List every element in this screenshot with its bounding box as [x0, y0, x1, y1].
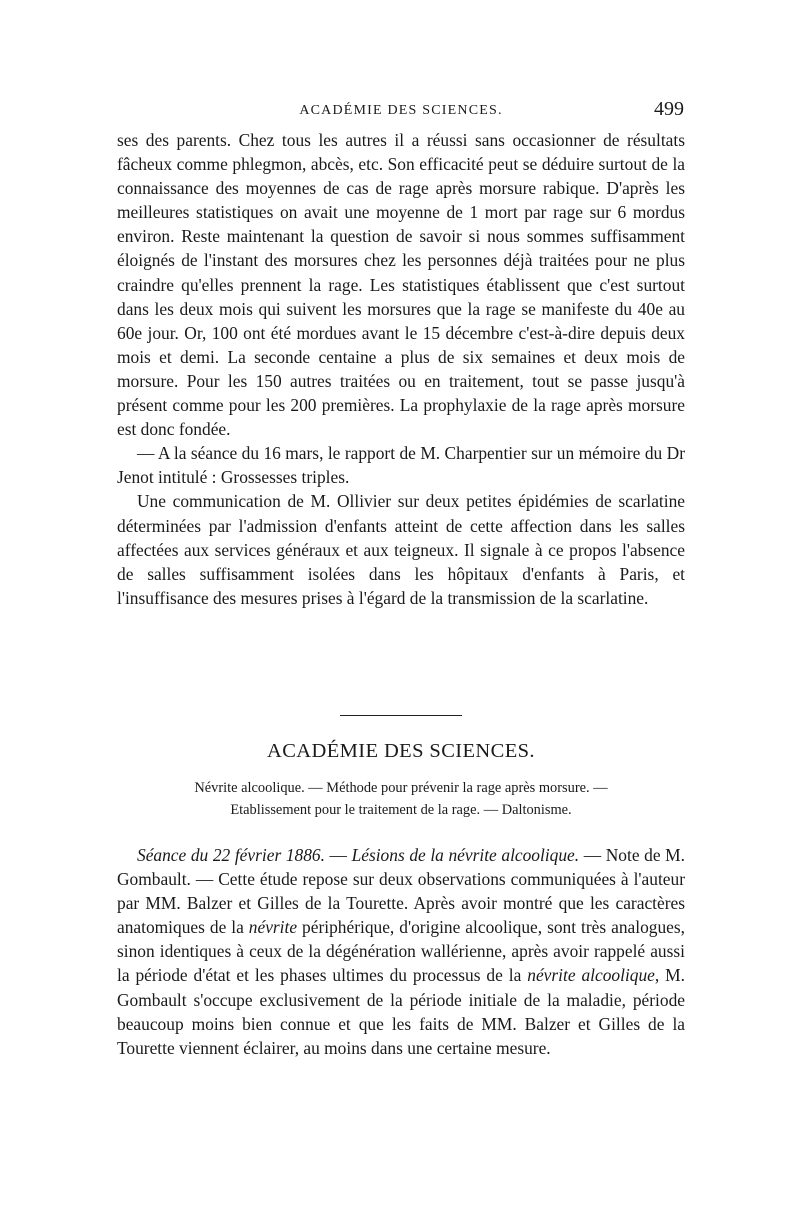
- seance-date-label: Séance du 22 février 1886.: [137, 845, 325, 865]
- paragraph-continuation: ses des parents. Chez tous les autres il a réussi sans occasionner de résultats fâcheux comme phlegmon, abcès, etc. Son efficacité peut se déduire surtout de la connaissance des moyennes de cas de rage après morsure rabique. D'après les meilleures statistiques on avait une moyenne de 1 mort par rage sur 6 mordus environ. Reste maintenant la question de savoir si nous sommes suffisamment éloignés de l'instant des morsures chez les personnes déjà traitées pour ne plus craindre qu'elles prennent la rage. Les statistiques établissent que c'est surtout dans les deux mois qui suivent les morsures que la rage se manifeste du 40e au 60e jour. Or, 100 ont été mordues avant le 15 décembre c'est-à-dire depuis deux mois et demi. La seconde centaine a plus de six semaines et deux mois de morsure. Pour les 150 autres traitées ou en traitement, tout se passe jusqu'à présent comme pour les 200 premières. La prophylaxie de la rage après morsure est donc fondée.: [117, 130, 685, 440]
- section-divider-rule: [340, 715, 462, 716]
- note-text-end: , M. Gombault s'occupe exclusivement de la période initiale de la maladie, période beaucoup moins bien connue et que les faits de MM. Balzer et Gilles de la Tourette viennent éclairer, au moins dans une certaine mesure.: [117, 965, 685, 1058]
- paragraph-charpentier-report: — A la séance du 16 mars, le rapport de M. Charpentier sur un mémoire du Dr Jenot intitulé : Grossesses triples.: [117, 443, 685, 488]
- nevrite-term-1: névrite: [248, 917, 298, 938]
- dash-separator: —: [324, 845, 352, 865]
- section-subtitle: [117, 778, 685, 821]
- note-text-start: — Note de M. Gombault. — Cette étude repose sur deux observations communiquées à l'auteur par MM. Balzer et Gilles de la Tourette. Après avoir montré que les caractères anatomiques de la: [117, 845, 685, 938]
- lesions-title: Lésions de la névrite alcoolique.: [351, 845, 580, 865]
- paragraph-nevrite-alcoolique: [117, 843, 685, 1060]
- section-subtitle-line-2: Etablissement pour le traitement de la rage. — Daltonisme.: [230, 801, 572, 818]
- running-title: ACADÉMIE DES SCIENCES.: [299, 103, 503, 118]
- running-header: [118, 100, 684, 124]
- paragraph-ollivier-communication: Une communication de M. Ollivier sur deux petites épidémies de scarlatine déterminées par l'admission d'enfants atteint de cette affection dans les salles affectées aux services généraux et aux teigneux. Il signale à ce propos l'absence de salles suffisamment isolées dans les hôpitaux d'enfants à Paris, et l'insuffisance des mesures prises à l'égard de la transmission de la scarlatine.: [117, 491, 685, 608]
- note-text-middle: périphérique, d'origine alcoolique, sont très analogues, sinon identiques à ceux de la dégénération wallérienne, après avoir rappelé aussi la période d'état et les phases ultimes du processus de la: [117, 917, 685, 986]
- top-text-block: [117, 128, 685, 610]
- nevrite-term-2: névrite alcoolique: [527, 965, 655, 986]
- section-title: ACADÉMIE DES SCIENCES.: [267, 740, 535, 762]
- section-subtitle-line-1: Névrite alcoolique. — Méthode pour prévenir la rage après morsure. —: [194, 780, 608, 796]
- page-number: 499: [654, 98, 684, 120]
- bottom-text-block: [117, 843, 685, 1060]
